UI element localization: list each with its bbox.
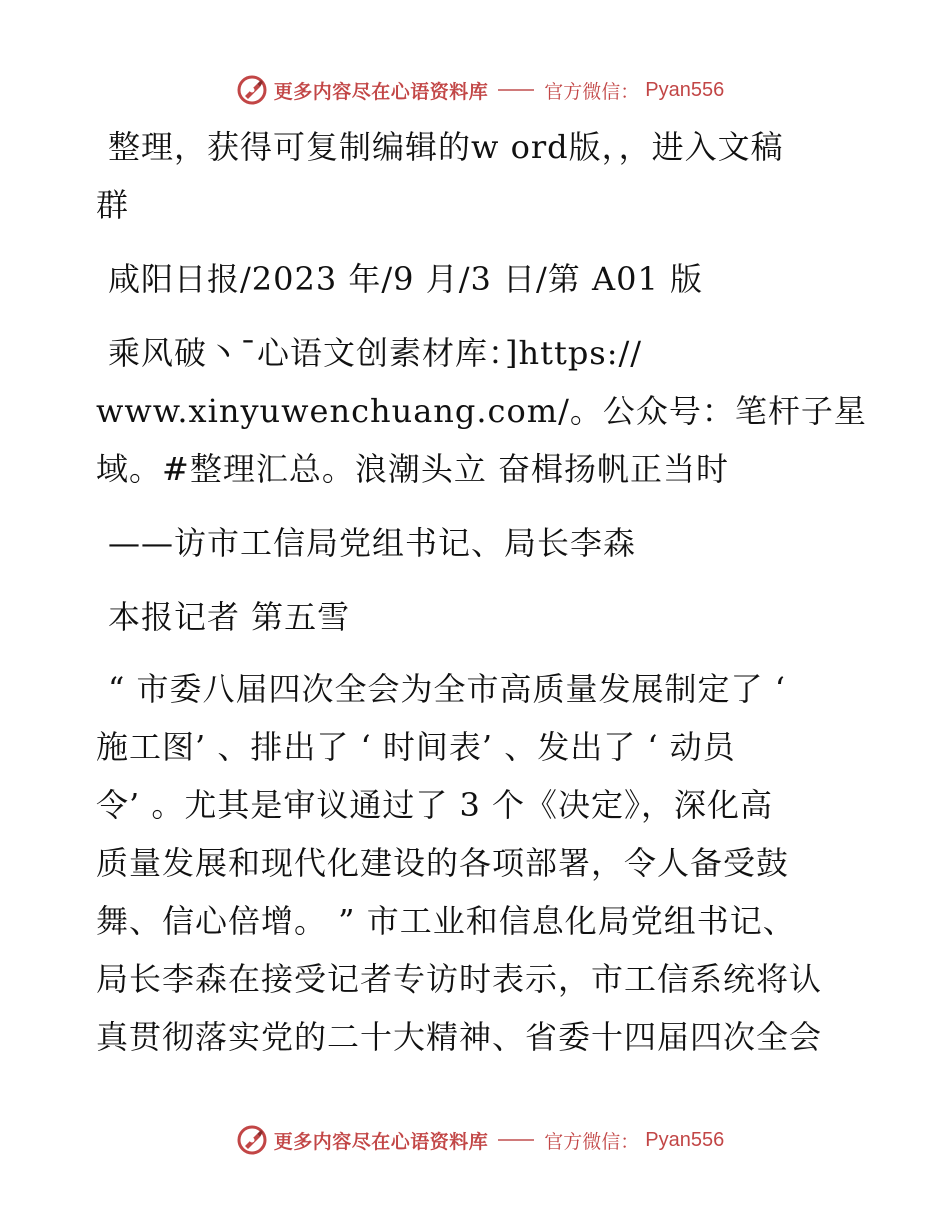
body-line-4: 质量发展和现代化建设的各项部署，令人备受鼓 [96, 844, 790, 882]
banner-content [236, 74, 725, 106]
body-line-6: 局长李森在接受记者专访时表示，市工信系统将认 [96, 960, 823, 998]
byline: 本报记者 第五雪 [108, 598, 351, 636]
headline-line: 域。#整理汇总。浪潮头立 奋楫扬帆正当时 [96, 450, 729, 488]
banner-wechat-label: 官方微信： [544, 80, 640, 103]
body-line-1: “ 市委八届四次全会为全市高质量发展制定了 ‘ [108, 670, 786, 708]
footer-banner [0, 1120, 950, 1160]
pen-logo-icon [236, 1124, 268, 1156]
subheadline-line: ——访市工信局党组书记、局长李森 [108, 524, 637, 562]
body-line-2: 施工图’ 、排出了 ‘ 时间表’ 、发出了 ‘ 动员 [96, 728, 736, 766]
footer-banner-content [236, 1124, 725, 1156]
url-line: www.xinyuwenchuang.com/。公众号：笔杆子星 [96, 392, 867, 430]
body-line-5: 舞、信心倍增。 ” 市工业和信息化局党组书记、 [96, 902, 796, 940]
text-line-4: 乘风破丶¯心语文创素材库：]https:// [108, 334, 643, 372]
footer-banner-title: 更多内容尽在心语资料库 [273, 1130, 489, 1153]
document-body [96, 118, 866, 1066]
header-banner [0, 70, 950, 110]
body-line-7: 真贯彻落实党的二十大精神、省委十四届四次全会 [96, 1018, 823, 1056]
source-line: 咸阳日报/2023 年/9 月/3 日/第 A01 版 [108, 260, 703, 298]
footer-banner-dash [498, 1139, 534, 1141]
footer-wechat-label: 官方微信： [544, 1130, 640, 1153]
text-line-1: 整理，获得可复制编辑的w ord版，，进入文稿 [108, 128, 784, 166]
banner-wechat-id: Pyan556 [645, 78, 725, 101]
footer-wechat-id: Pyan556 [645, 1128, 725, 1151]
body-line-3: 令’ 。尤其是审议通过了 3 个《决定》，深化高 [96, 786, 774, 824]
banner-title: 更多内容尽在心语资料库 [273, 80, 489, 103]
pen-logo-icon [236, 74, 268, 106]
banner-dash [498, 89, 534, 91]
text-line-2: 群 [96, 186, 130, 224]
body-paragraph [96, 660, 866, 1066]
